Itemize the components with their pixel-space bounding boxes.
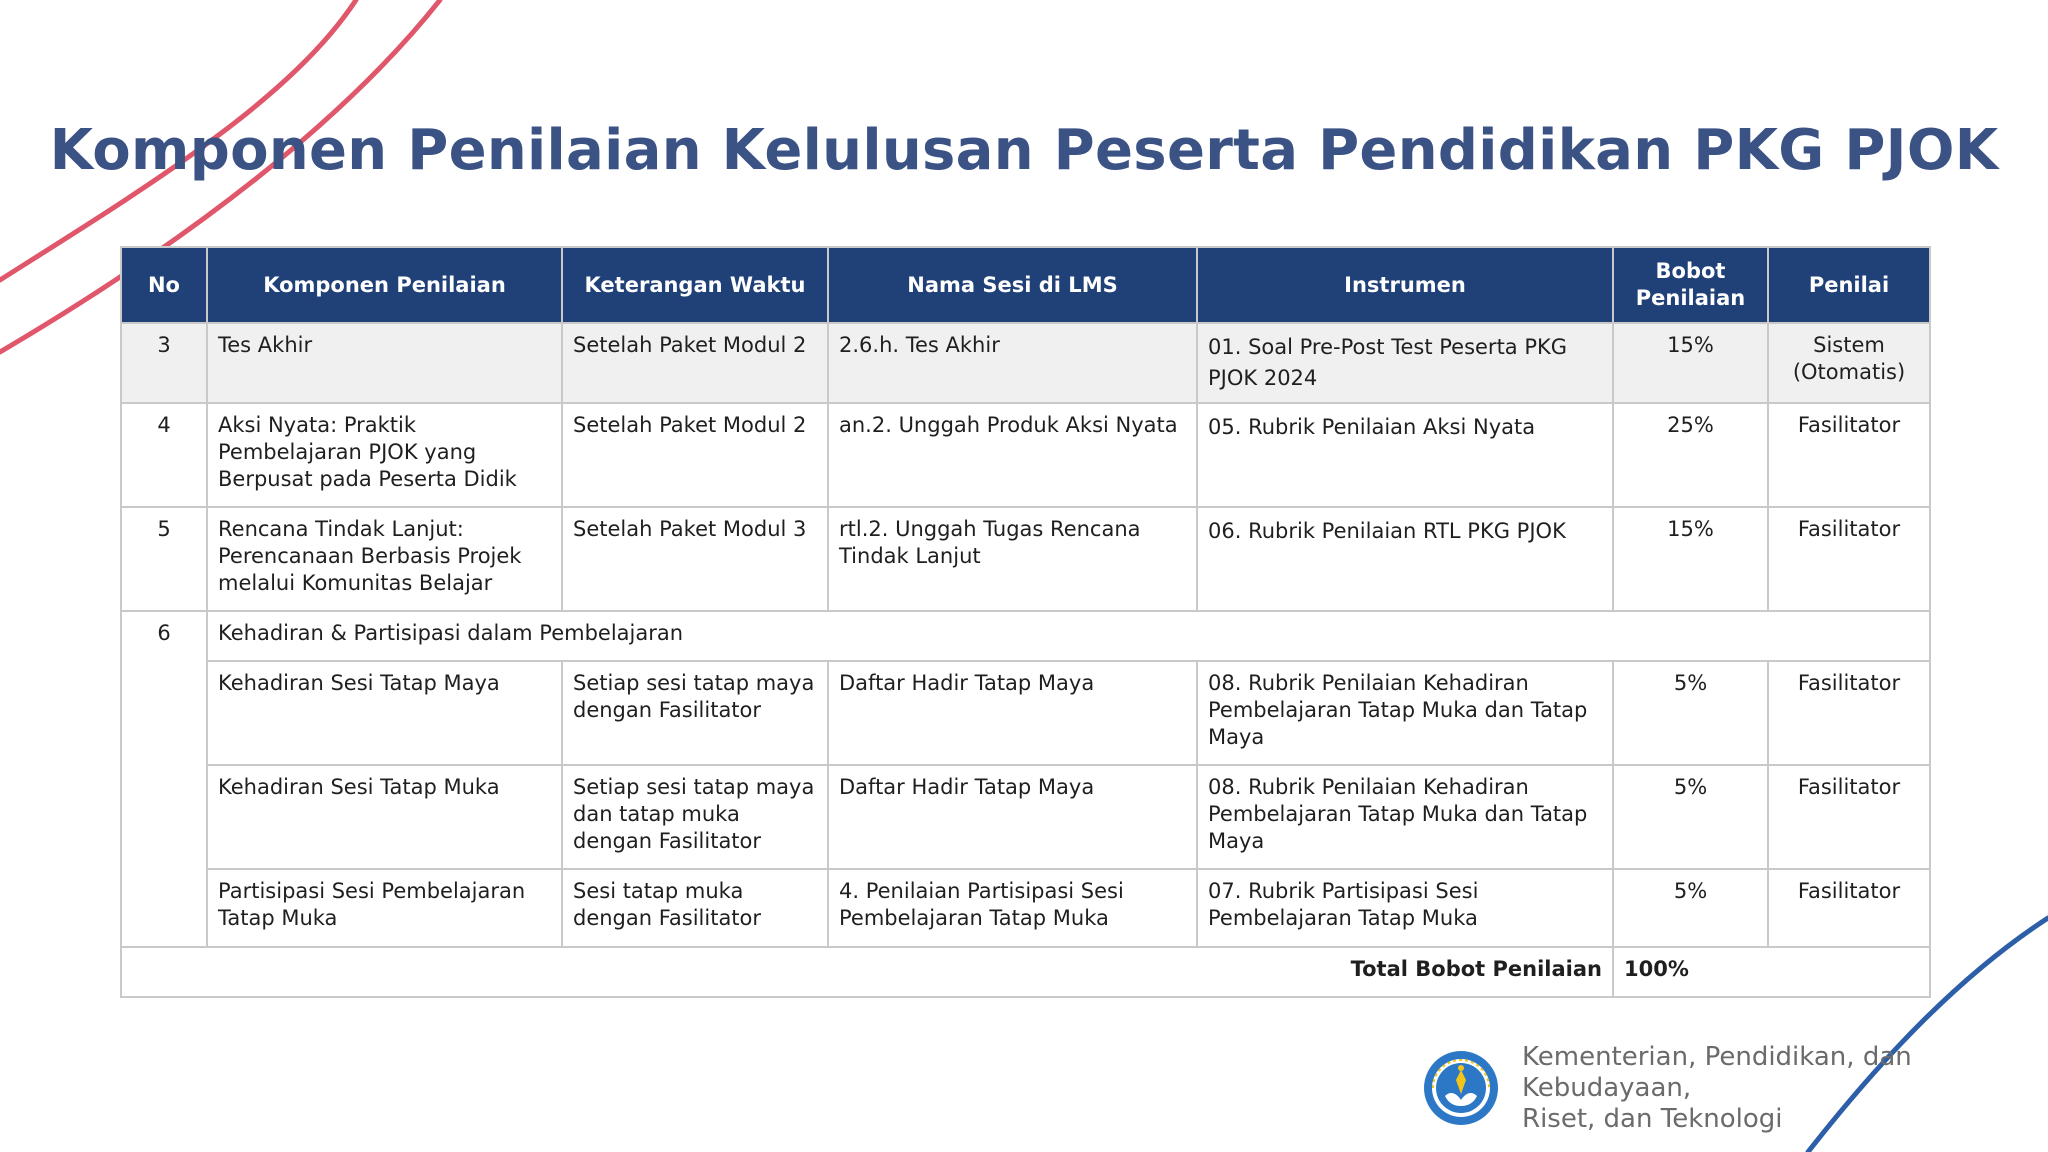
cell-no: 3 (121, 323, 207, 403)
cell-penilai: Fasilitator (1768, 869, 1930, 947)
cell-sesi: 2.6.h. Tes Akhir (828, 323, 1197, 403)
header-bobot-line2: Penilaian (1635, 286, 1746, 310)
cell-instrumen: 01. Soal Pre-Post Test Peserta PKG PJOK 2024 (1197, 323, 1613, 403)
header-waktu: Keterangan Waktu (562, 247, 828, 323)
table-row (121, 507, 1930, 611)
page-title: Komponen Penilaian Kelulusan Peserta Pendidikan PKG PJOK (49, 118, 1999, 183)
cell-instrumen: 05. Rubrik Penilaian Aksi Nyata (1197, 403, 1613, 507)
footer (1423, 1041, 2043, 1134)
total-row (121, 947, 1930, 997)
cell-penilai: Sistem (Otomatis) (1768, 323, 1930, 403)
cell-instrumen: 08. Rubrik Penilaian Kehadiran Pembelajaran Tatap Muka dan Tatap Maya (1197, 661, 1613, 765)
table-row (121, 661, 1930, 765)
cell-instrumen: 08. Rubrik Penilaian Kehadiran Pembelajaran Tatap Muka dan Tatap Maya (1197, 765, 1613, 869)
header-sesi: Nama Sesi di LMS (828, 247, 1197, 323)
cell-bobot: 5% (1613, 661, 1768, 765)
header-instrumen: Instrumen (1197, 247, 1613, 323)
cell-komponen: Kehadiran Sesi Tatap Maya (207, 661, 562, 765)
header-no: No (121, 247, 207, 323)
cell-penilai: Fasilitator (1768, 661, 1930, 765)
ministry-line-2: Riset, dan Teknologi (1522, 1103, 1783, 1134)
table-row (121, 765, 1930, 869)
header-bobot (1613, 247, 1768, 323)
total-value: 100% (1613, 947, 1930, 997)
table-group-row (121, 611, 1930, 661)
assessment-table (120, 246, 1931, 998)
cell-bobot: 15% (1613, 507, 1768, 611)
header-penilai: Penilai (1768, 247, 1930, 323)
ministry-line-1: Kementerian, Pendidikan, dan Kebudayaan, (1522, 1041, 1912, 1103)
ministry-name (1522, 1042, 2043, 1135)
cell-bobot: 5% (1613, 869, 1768, 947)
cell-komponen: Rencana Tindak Lanjut: Perencanaan Berbasis Projek melalui Komunitas Belajar (207, 507, 562, 611)
total-label: Total Bobot Penilaian (121, 947, 1613, 997)
cell-waktu: Setelah Paket Modul 3 (562, 507, 828, 611)
table-row (121, 323, 1930, 403)
cell-komponen: Tes Akhir (207, 323, 562, 403)
header-bobot-line1: Bobot (1655, 259, 1726, 283)
cell-waktu: Setelah Paket Modul 2 (562, 403, 828, 507)
cell-bobot: 5% (1613, 765, 1768, 869)
cell-waktu: Setiap sesi tatap maya dan tatap muka dengan Fasilitator (562, 765, 828, 869)
cell-penilai: Fasilitator (1768, 403, 1930, 507)
cell-sesi: Daftar Hadir Tatap Maya (828, 661, 1197, 765)
cell-penilai: Fasilitator (1768, 765, 1930, 869)
cell-komponen: Kehadiran Sesi Tatap Muka (207, 765, 562, 869)
header-komponen: Komponen Penilaian (207, 247, 562, 323)
cell-waktu: Setelah Paket Modul 2 (562, 323, 828, 403)
cell-waktu: Setiap sesi tatap maya dengan Fasilitator (562, 661, 828, 765)
cell-no: 5 (121, 507, 207, 611)
cell-instrumen: 07. Rubrik Partisipasi Sesi Pembelajaran Tatap Muka (1197, 869, 1613, 947)
cell-komponen: Partisipasi Sesi Pembelajaran Tatap Muka (207, 869, 562, 947)
cell-penilai: Fasilitator (1768, 507, 1930, 611)
table-row (121, 869, 1930, 947)
table-header-row (121, 247, 1930, 323)
cell-bobot: 15% (1613, 323, 1768, 403)
cell-no: 6 (121, 611, 207, 947)
cell-sesi: 4. Penilaian Partisipasi Sesi Pembelajaran Tatap Muka (828, 869, 1197, 947)
cell-sesi: an.2. Unggah Produk Aksi Nyata (828, 403, 1197, 507)
table-row (121, 403, 1930, 507)
tut-wuri-handayani-logo-icon (1423, 1050, 1499, 1126)
cell-komponen: Aksi Nyata: Praktik Pembelajaran PJOK yang Berpusat pada Peserta Didik (207, 403, 562, 507)
cell-waktu: Sesi tatap muka dengan Fasilitator (562, 869, 828, 947)
cell-bobot: 25% (1613, 403, 1768, 507)
group-label: Kehadiran & Partisipasi dalam Pembelajaran (207, 611, 1930, 661)
cell-instrumen: 06. Rubrik Penilaian RTL PKG PJOK (1197, 507, 1613, 611)
cell-sesi: Daftar Hadir Tatap Maya (828, 765, 1197, 869)
cell-no: 4 (121, 403, 207, 507)
cell-sesi: rtl.2. Unggah Tugas Rencana Tindak Lanjut (828, 507, 1197, 611)
